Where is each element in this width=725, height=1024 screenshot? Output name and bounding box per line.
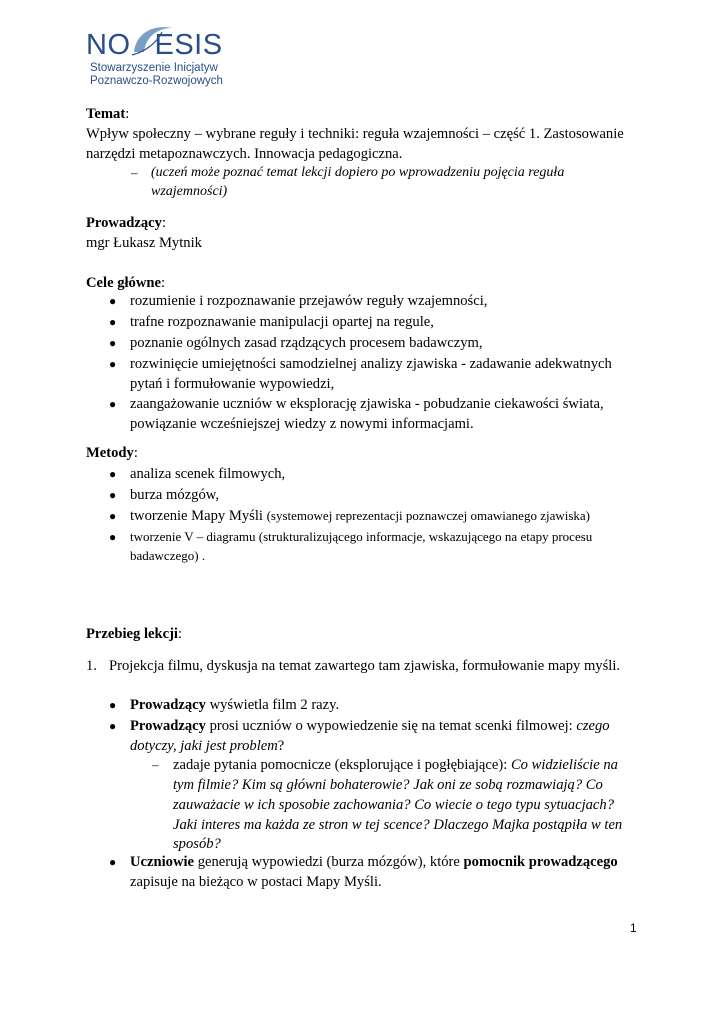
sub-question-line-5: sposób? (173, 836, 221, 852)
prowadzacy-name: mgr Łukasz Mytnik (86, 235, 202, 251)
temat-note-1: (uczeń może poznać temat lekcji dopiero po wprowadzeniu pojęcia reguła (151, 165, 565, 180)
bullet-icon: ● (109, 509, 117, 523)
sub-question-line-4: Jaki interes ma każda ze stron w tej scence? Dlaczego Majka postąpiła w ten (173, 817, 623, 833)
cele-heading: Cele główne: (86, 275, 166, 291)
sub-question-line-1: zadaje pytania pomocnicze (eksplorujące i pogłębiające): Co widzieliście na (173, 757, 618, 773)
step-number: 1. (86, 658, 97, 674)
temat-dash: – (131, 165, 138, 180)
cele-item-3: poznanie ogólnych zasad rządzących procesem badawczym, (130, 335, 483, 351)
cele-item-5-line-1: zaangażowanie uczniów w eksplorację zjawiska - pobudzanie ciekawości świata, (130, 396, 604, 412)
noesis-logo (86, 22, 223, 87)
przebieg-point-2-line-2: dotyczy, jaki jest problem? (130, 738, 285, 754)
step-1-text: Projekcja filmu, dyskusja na temat zawartego tam zjawiska, formułowanie mapy myśli. (109, 658, 621, 674)
metody-item-3: tworzenie Mapy Myśli (systemowej reprezentacji poznawczej omawianego zjawiska) (130, 508, 591, 524)
cele-item-5-line-2: powiązanie wcześniejszej wiedzy z nowymi informacjami. (130, 416, 474, 432)
cele-item-2: trafne rozpoznawanie manipulacji opartej na regule, (130, 314, 434, 330)
bullet-icon: ● (109, 397, 117, 411)
bullet-icon: ● (109, 467, 117, 481)
sub-question-line-3: zauważacie w ich sposobie zachowania? Co wiecie o tego typu sytuacjach? (173, 797, 614, 813)
temat-line-1: Wpływ społeczny – wybrane reguły i techniki: reguła wzajemności – część 1. Zastosowanie (86, 126, 624, 142)
temat-heading: Temat: (86, 106, 130, 122)
przebieg-point-3-line-2: zapisuje na bieżąco w postaci Mapy Myśli. (130, 874, 382, 890)
cele-item-4-line-2: pytań i formułowanie wypowiedzi, (130, 376, 335, 392)
bullet-icon: ● (109, 698, 117, 712)
page-number: 1 (630, 921, 637, 935)
logo-title: NO ESIS (86, 29, 223, 61)
bullet-icon: ● (109, 357, 117, 371)
bullet-icon: ● (109, 530, 117, 544)
sub-dash: – (152, 757, 159, 772)
bullet-icon: ● (109, 336, 117, 350)
sub-question-line-2: tym filmie? Kim są główni bohaterowie? Jak oni ze sobą rozmawiają? Co (173, 777, 603, 793)
bullet-icon: ● (109, 294, 117, 308)
bullet-icon: ● (109, 488, 117, 502)
metody-item-4-line-1: tworzenie V – diagramu (strukturalizującego informacje, wskazującego na etapy procesu (130, 529, 593, 544)
bullet-icon: ● (109, 719, 117, 733)
przebieg-point-2-line-1: Prowadzący prosi uczniów o wypowiedzenie się na temat scenki filmowej: czego (130, 718, 610, 734)
metody-heading: Metody: (86, 445, 138, 461)
logo-subtitle-1: Stowarzyszenie Inicjatyw (90, 62, 218, 74)
metody-item-1: analiza scenek filmowych, (130, 466, 286, 482)
prowadzacy-heading: Prowadzący: (86, 215, 166, 231)
cele-item-4-line-1: rozwinięcie umiejętności samodzielnej analizy zjawiska - zadawanie adekwatnych (130, 356, 612, 372)
bullet-icon: ● (109, 855, 117, 869)
metody-item-2: burza mózgów, (130, 487, 220, 503)
metody-item-4-line-2: badawczego) . (130, 548, 206, 563)
logo-subtitle-2: Poznawczo-Rozwojowych (90, 75, 223, 87)
temat-line-2: narzędzi metapoznawczych. Innowacja pedagogiczna. (86, 146, 403, 162)
temat-note-2: wzajemności) (151, 184, 228, 199)
cele-item-1: rozumienie i rozpoznawanie przejawów reguły wzajemności, (130, 293, 488, 309)
bullet-icon: ● (109, 315, 117, 329)
przebieg-heading: Przebieg lekcji: (86, 626, 183, 642)
przebieg-point-3-line-1: Uczniowie generują wypowiedzi (burza mózgów), które pomocnik prowadzącego (130, 854, 618, 870)
przebieg-point-1: Prowadzący wyświetla film 2 razy. (130, 697, 340, 713)
